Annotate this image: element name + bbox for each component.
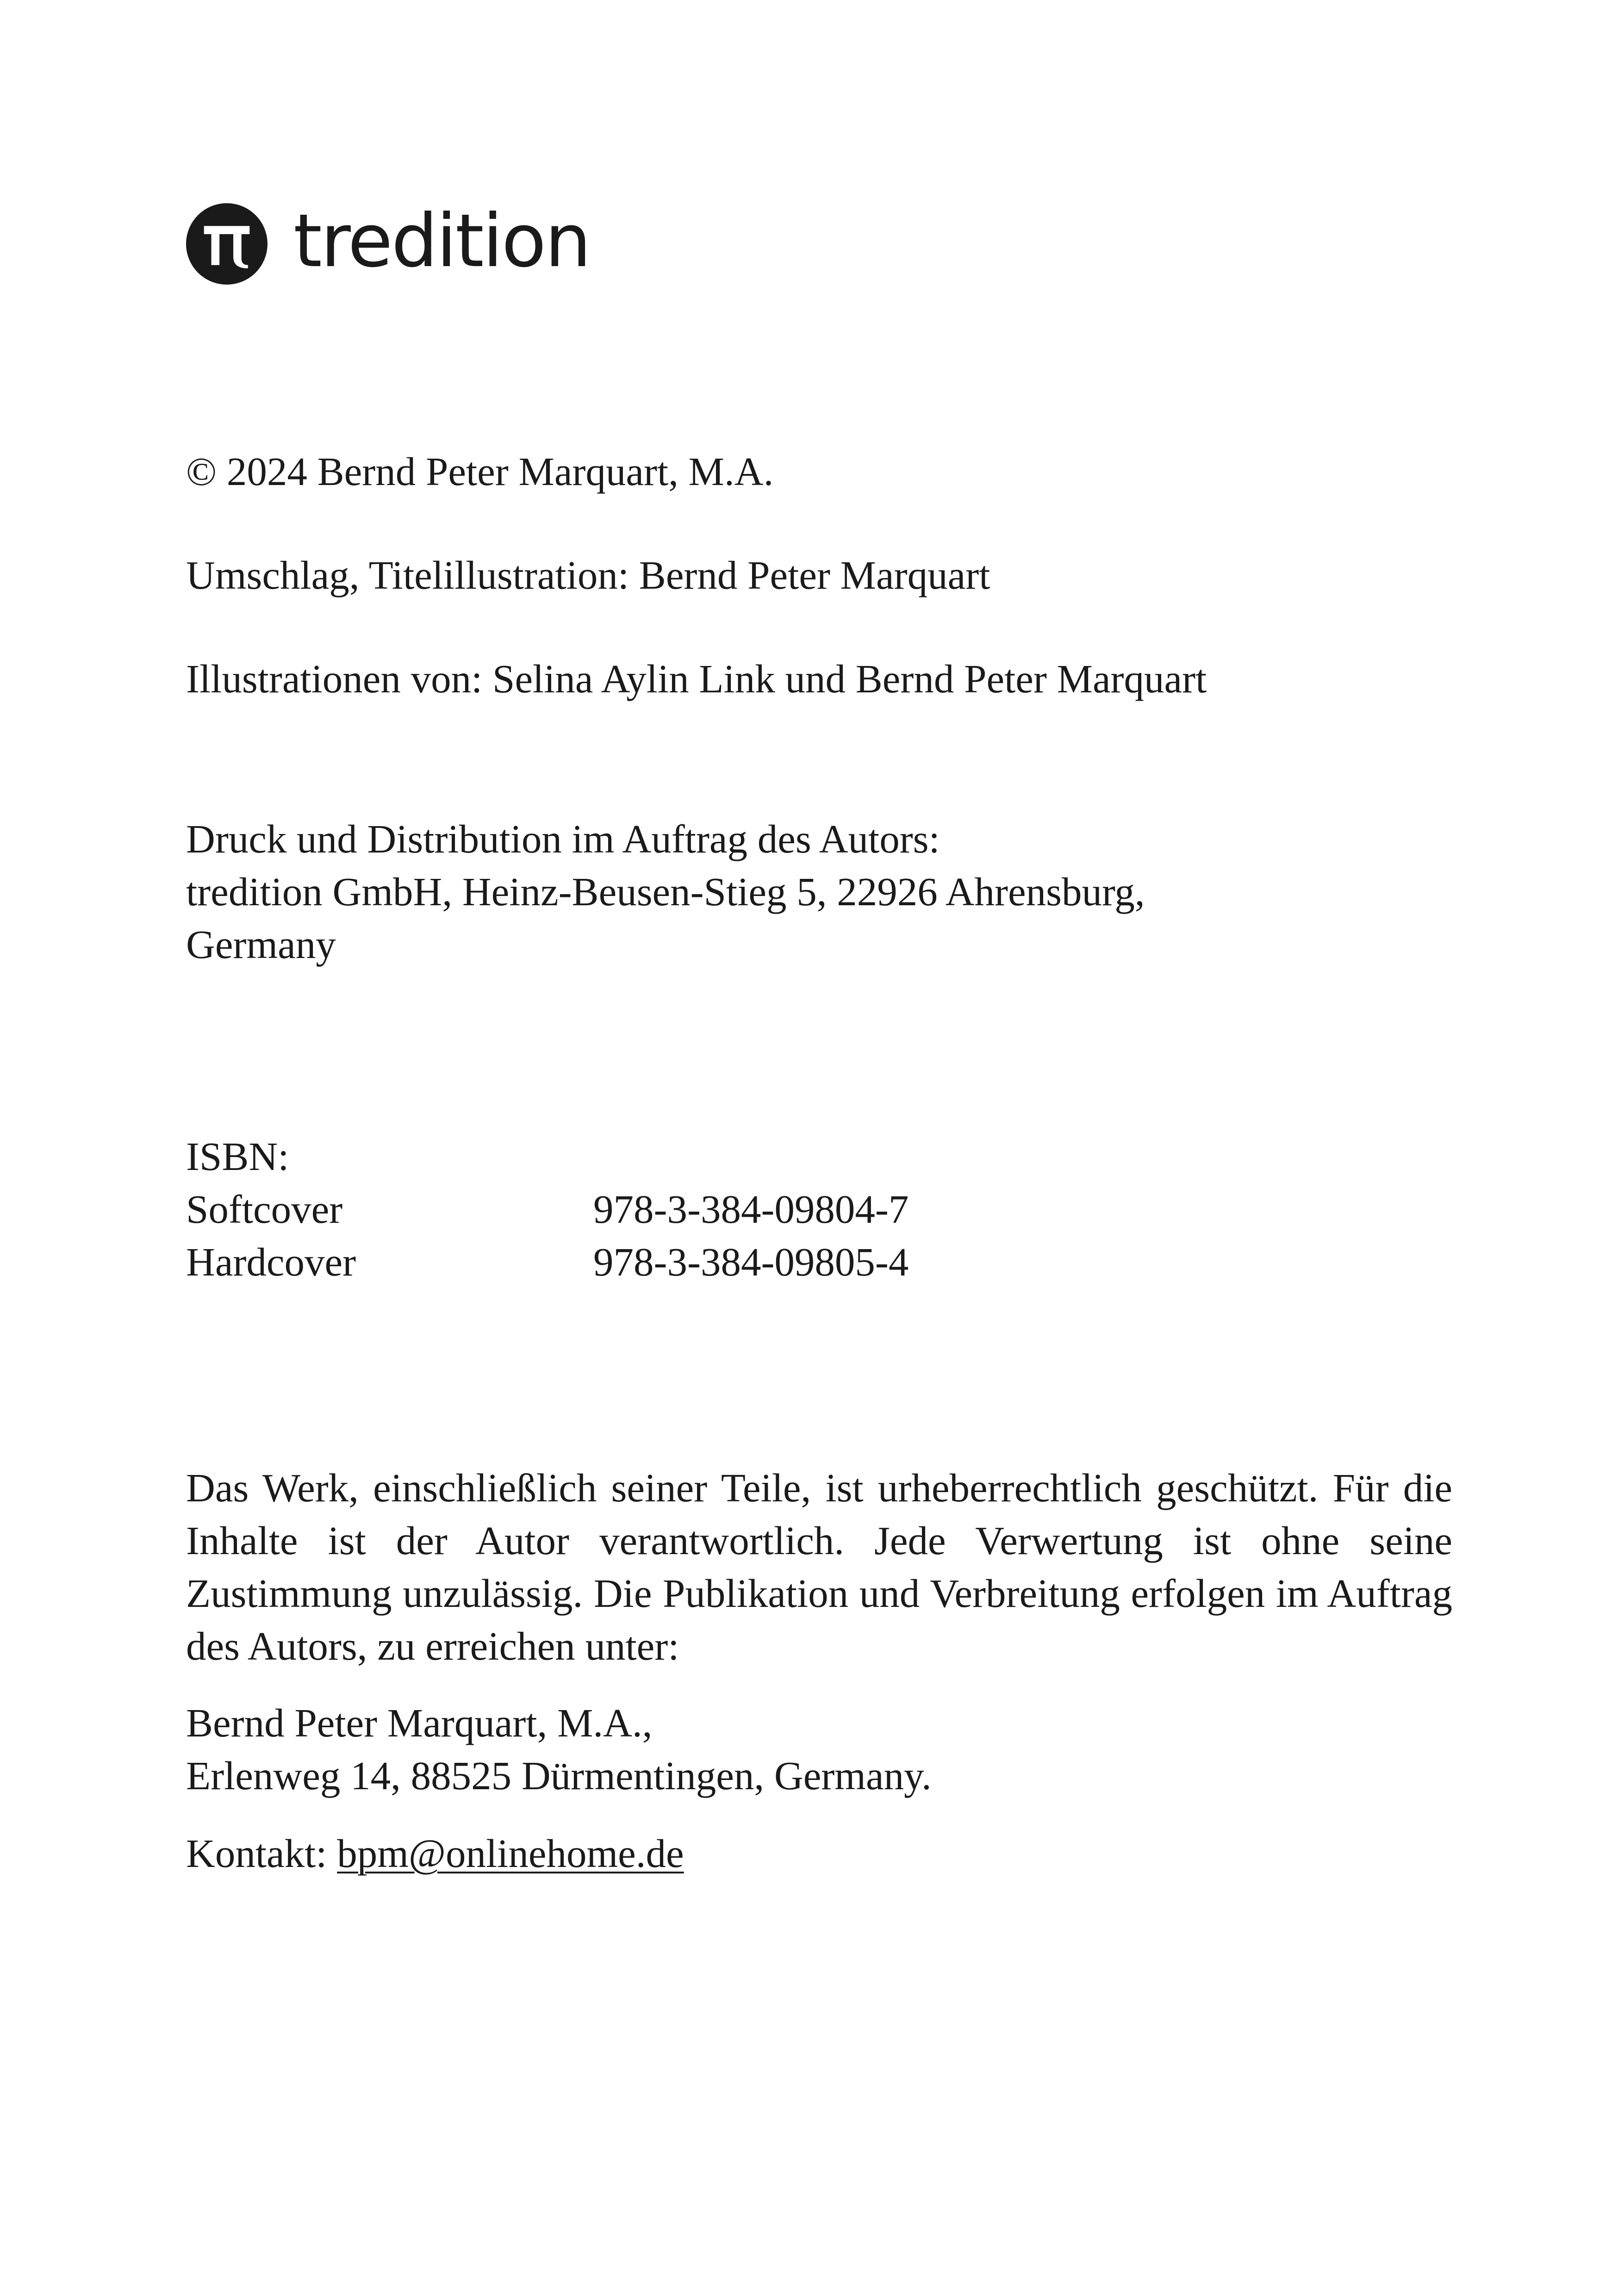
author-address-line-2: Erlenweg 14, 88525 Dürmentingen, Germany. — [186, 1753, 932, 1798]
printing-line-2: tredition GmbH, Heinz-Beusen-Stieg 5, 22926 Ahrensburg, — [186, 869, 1145, 914]
isbn-number: 978-3-384-09804-7 — [593, 1187, 909, 1232]
isbn-format: Softcover — [186, 1187, 343, 1232]
tredition-logo-icon — [186, 203, 268, 285]
cover-credit: Umschlag, Titelillustration: Bernd Peter Marquart — [186, 553, 990, 597]
publisher-wordmark: tredition — [293, 199, 590, 284]
rights-notice: Das Werk, einschließlich seiner Teile, ist urheberrechtlich geschützt. Für die Inhalte ist der Autor verantwortlich. Jede Verwertung ist ohne seine Zustimmung unzulässig. Die Publikation und Verbreitung erfolgen im Auftrag des Autors, zu erreichen unter: — [186, 1465, 1452, 1668]
printing-line-1: Druck und Distribution im Auftrag des Autors: — [186, 816, 940, 861]
publisher-logo — [186, 200, 590, 288]
isbn-row-hardcover — [186, 1236, 909, 1288]
author-address-line-1: Bernd Peter Marquart, M.A., — [186, 1700, 653, 1745]
contact-email-link[interactable]: bpm@onlinehome.de — [337, 1831, 684, 1876]
isbn-format: Hardcover — [186, 1239, 356, 1284]
isbn-row-softcover — [186, 1183, 909, 1236]
contact-label: Kontakt: — [186, 1831, 337, 1876]
copyright-line: © 2024 Bernd Peter Marquart, M.A. — [186, 449, 774, 494]
illustrations-credit: Illustrationen von: Selina Aylin Link und Bernd Peter Marquart — [186, 656, 1207, 701]
isbn-heading: ISBN: — [186, 1134, 289, 1179]
isbn-number: 978-3-384-09805-4 — [593, 1239, 909, 1284]
contact-line — [186, 1827, 684, 1880]
printing-line-3: Germany — [186, 922, 336, 967]
